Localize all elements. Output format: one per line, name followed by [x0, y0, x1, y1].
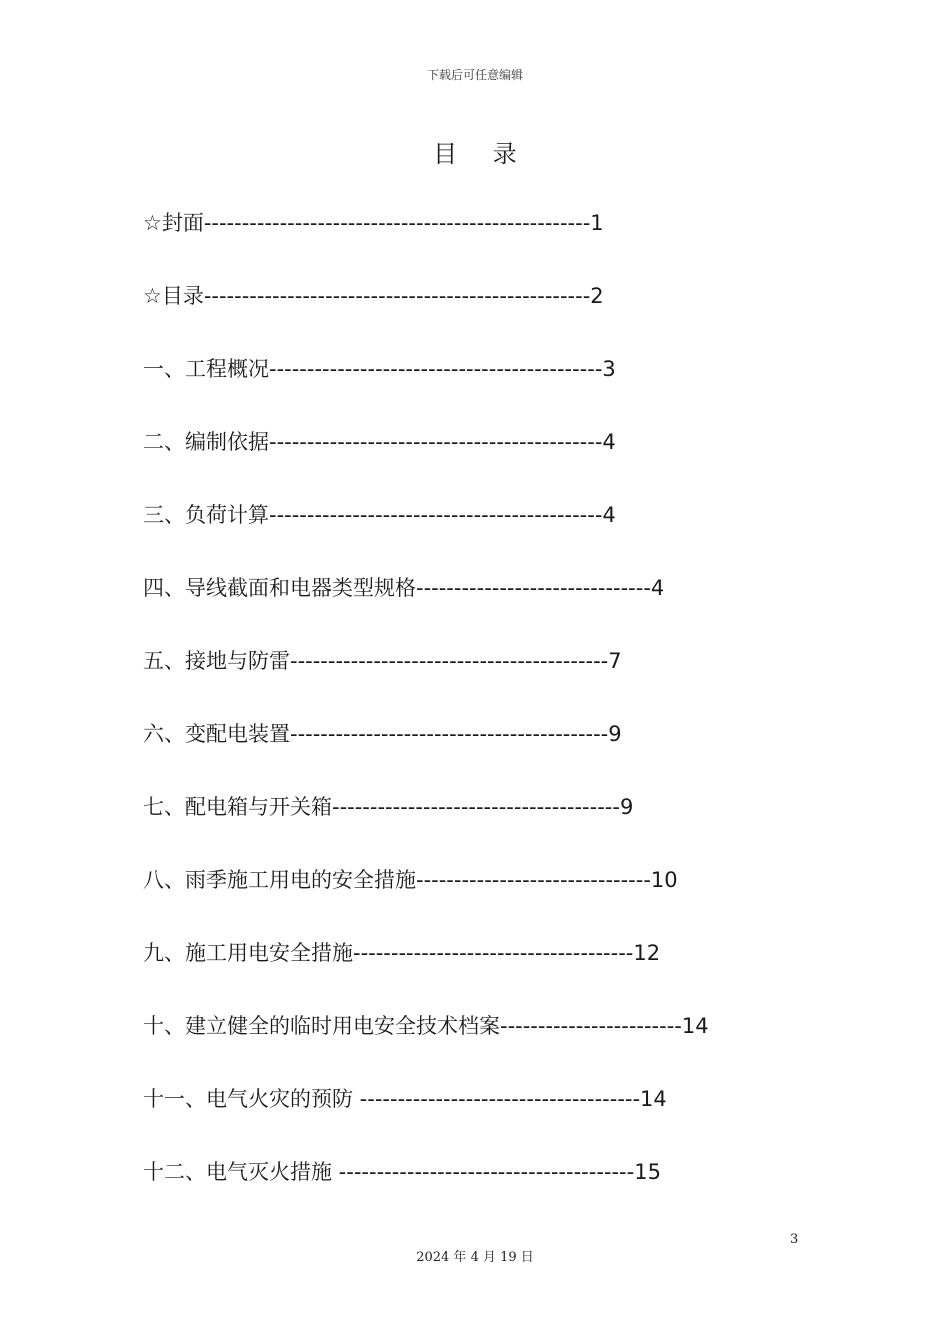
toc-entry-substation: 六、变配电装置------------------------------------------9: [143, 722, 622, 746]
toc-entry-archives: 十、建立健全的临时用电安全技术档案------------------------14: [143, 1014, 709, 1038]
toc-title: 目 录: [433, 140, 531, 168]
toc-entry-distribution-box: 七、配电箱与开关箱--------------------------------------9: [143, 795, 634, 819]
toc-entry-cover: ☆封面---------------------------------------------------1: [143, 211, 604, 235]
footer-date: 2024 年 4 月 19 日: [416, 1250, 534, 1265]
toc-entry-load-calculation: 三、负荷计算--------------------------------------------4: [143, 503, 616, 527]
toc-entry-conductor-specs: 四、导线截面和电器类型规格-------------------------------4: [143, 576, 665, 600]
toc-entry-fire-prevention: 十一、电气火灾的预防 -------------------------------------14: [143, 1087, 667, 1111]
toc-entry-project-overview: 一、工程概况--------------------------------------------3: [143, 357, 616, 381]
toc-entry-contents: ☆目录---------------------------------------------------2: [143, 284, 604, 308]
toc-entry-safety-measures: 九、施工用电安全措施-------------------------------------12: [143, 941, 661, 965]
header-note: 下载后可任意编辑: [426, 68, 523, 82]
toc-entry-fire-extinguishing: 十二、电气灭火措施 ---------------------------------------15: [143, 1160, 661, 1184]
toc-entry-rainy-season: 八、雨季施工用电的安全措施-------------------------------10: [143, 868, 678, 892]
toc-entry-basis: 二、编制依据--------------------------------------------4: [143, 430, 616, 454]
table-of-contents: [143, 204, 823, 1226]
toc-entry-grounding: 五、接地与防雷------------------------------------------7: [143, 649, 622, 673]
page-number: 3: [790, 1232, 799, 1247]
